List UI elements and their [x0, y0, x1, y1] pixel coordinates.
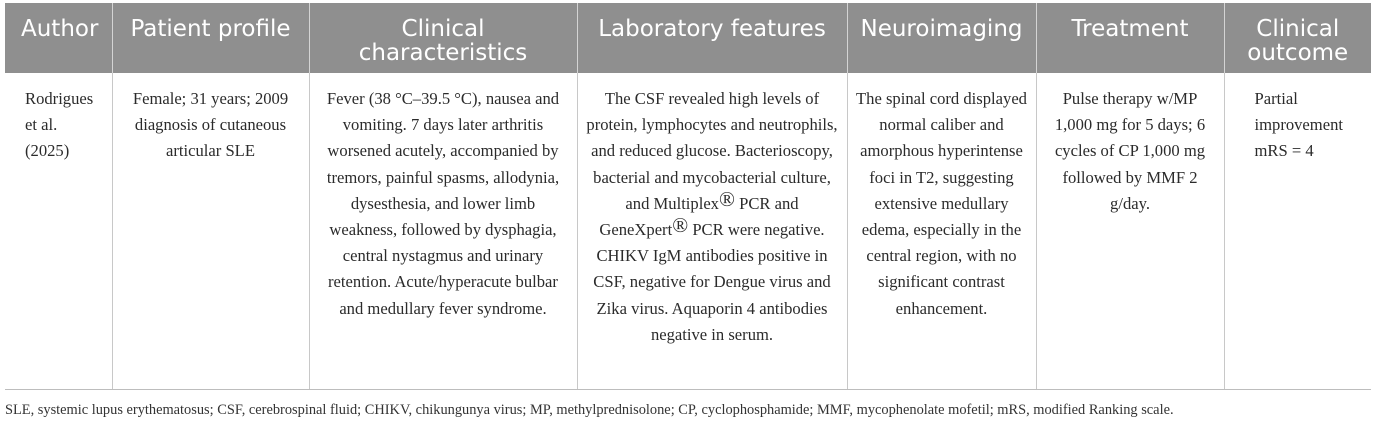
header-treatment: Treatment	[1036, 3, 1224, 73]
header-row	[5, 3, 1371, 73]
case-table-container	[5, 3, 1371, 390]
cell-author: Rodrigues et al. (2025)	[5, 73, 112, 389]
table-body	[5, 73, 1371, 389]
header-patient-profile: Patient profile	[112, 3, 309, 73]
table-header	[5, 3, 1371, 73]
table-row	[5, 73, 1371, 389]
header-author: Author	[5, 3, 112, 73]
cell-neuroimaging: The spinal cord displayed normal caliber and amorphous hyperintense foci in T2, suggesting extensive medullary edema, especially in the central region, with no significant contrast enhancement.	[847, 73, 1036, 389]
header-laboratory-features: Laboratory features	[577, 3, 847, 73]
registered-mark-multiplex: ®	[718, 186, 735, 211]
header-clinical-outcome: Clinical outcome	[1224, 3, 1371, 73]
registered-mark-genexpert: ®	[672, 213, 689, 238]
cell-treatment: Pulse therapy w/MP 1,000 mg for 5 days; 6 cycles of CP 1,000 mg followed by MMF 2 g/day.	[1036, 73, 1224, 389]
cell-clinical-characteristics: Fever (38 °C–39.5 °C), nausea and vomiting. 7 days later arthritis worsened acutely, accompanied by tremors, painful spasms, allodynia, dysesthesia, and lower limb weakness, followed by dysphagia, central nystagmus and urinary retention. Acute/hyperacute bulbar and medullary fever syndrome.	[309, 73, 577, 389]
case-table	[5, 3, 1371, 390]
lab-text-part-3: PCR were negative. CHIKV IgM antibodies positive in CSF, negative for Dengue virus and Zika virus. Aquaporin 4 antibodies negative in serum.	[593, 220, 831, 344]
header-clinical-characteristics: Clinical characteristics	[309, 3, 577, 73]
lab-text-part-2: PCR and GeneXpert	[599, 193, 799, 240]
table-footnote: SLE, systemic lupus erythematosus; CSF, cerebrospinal fluid; CHIKV, chikungunya virus; MP, methylprednisolone; CP, cyclophosphamide; MMF, mycophenolate mofetil; mRS, modified Ranking scale.	[5, 402, 1174, 418]
lab-text-part-1: The CSF revealed high levels of protein, lymphocytes and neutrophils, and reduced glucose. Bacterioscopy, bacterial and mycobacterial culture, and Multiplex	[586, 89, 838, 213]
cell-patient-profile: Female; 31 years; 2009 diagnosis of cutaneous articular SLE	[112, 73, 309, 389]
cell-clinical-outcome: Partial improvement mRS = 4	[1224, 73, 1371, 389]
header-neuroimaging: Neuroimaging	[847, 3, 1036, 73]
cell-laboratory-features	[577, 73, 847, 389]
